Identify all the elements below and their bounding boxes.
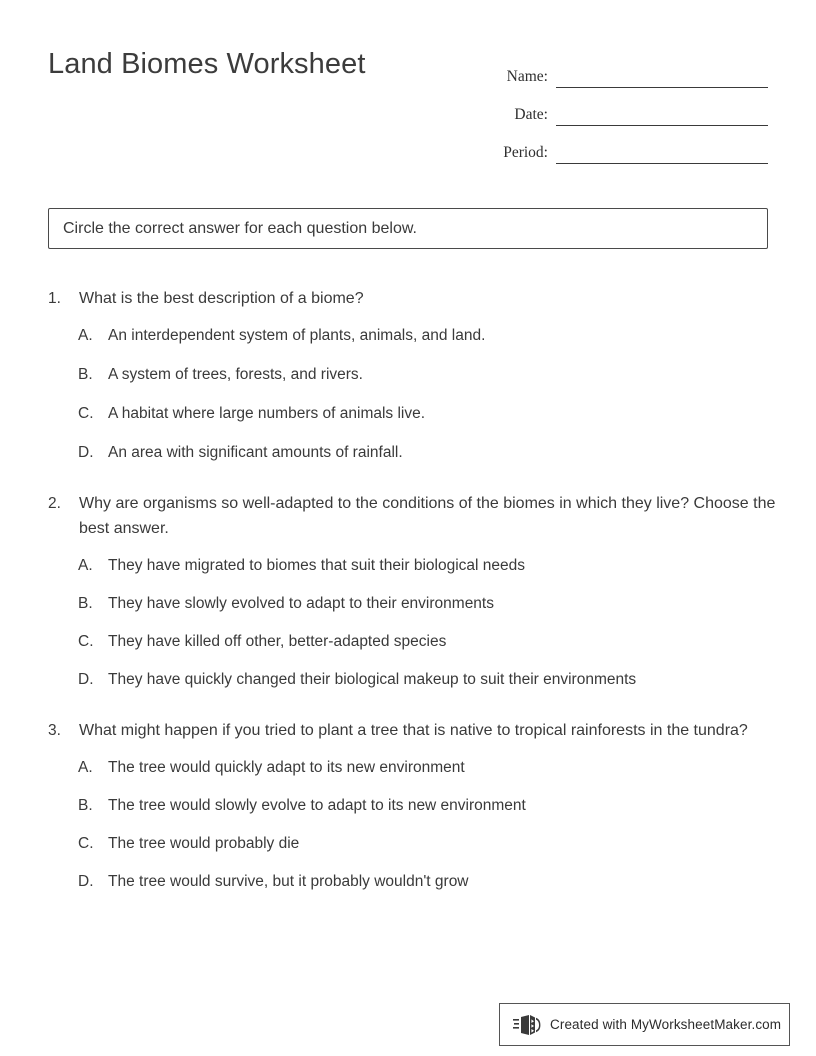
option-letter: B. xyxy=(78,366,93,383)
question-number: 2. xyxy=(48,495,61,512)
worksheet-header xyxy=(48,42,768,162)
question-stem xyxy=(48,718,778,743)
myworksheetmaker-logo-icon xyxy=(513,1013,543,1037)
option-letter: A. xyxy=(78,557,93,574)
option-text: The tree would slowly evolve to adapt to its new environment xyxy=(108,797,526,814)
option-text: A system of trees, forests, and rivers. xyxy=(108,366,363,383)
question-item xyxy=(48,491,778,692)
option-text: The tree would probably die xyxy=(108,835,300,852)
question-item xyxy=(48,718,778,894)
answer-option[interactable] xyxy=(48,363,778,387)
option-letter: C. xyxy=(78,405,94,422)
page-title: Land Biomes Worksheet xyxy=(48,48,366,80)
answer-option[interactable] xyxy=(48,402,778,426)
option-letter: B. xyxy=(78,595,93,612)
questions-list xyxy=(48,286,778,916)
option-letter: D. xyxy=(78,671,94,688)
date-field-input[interactable] xyxy=(556,105,768,126)
instruction-text: Circle the correct answer for each question below. xyxy=(63,219,417,237)
option-text: An interdependent system of plants, animals, and land. xyxy=(108,327,486,344)
instruction-box xyxy=(48,208,768,249)
student-info-fields xyxy=(478,50,768,164)
option-letter: C. xyxy=(78,835,94,852)
answer-option[interactable] xyxy=(48,794,778,818)
answer-option[interactable] xyxy=(48,832,778,856)
period-field-label: Period: xyxy=(503,143,548,161)
question-stem xyxy=(48,286,778,311)
option-text: The tree would quickly adapt to its new environment xyxy=(108,759,465,776)
answer-option[interactable] xyxy=(48,324,778,348)
footer-attribution-text: Created with MyWorksheetMaker.com xyxy=(550,1017,782,1032)
date-field-label: Date: xyxy=(514,105,548,123)
answer-option[interactable] xyxy=(48,668,778,692)
question-item xyxy=(48,286,778,465)
option-text: An area with significant amounts of rainfall. xyxy=(108,444,403,461)
answer-option[interactable] xyxy=(48,554,778,578)
option-letter: B. xyxy=(78,797,93,814)
option-letter: A. xyxy=(78,327,93,344)
option-text: They have killed off other, better-adapted species xyxy=(108,633,447,650)
question-stem xyxy=(48,491,778,541)
question-text: Why are organisms so well-adapted to the conditions of the biomes in which they live? Choose the best answer. xyxy=(79,495,776,537)
option-text: The tree would survive, but it probably wouldn't grow xyxy=(108,873,469,890)
question-text: What is the best description of a biome? xyxy=(79,290,364,307)
period-field-input[interactable] xyxy=(556,143,768,164)
option-text: A habitat where large numbers of animals live. xyxy=(108,405,426,422)
date-field-row xyxy=(478,88,768,126)
answer-option[interactable] xyxy=(48,592,778,616)
name-field-input[interactable] xyxy=(556,67,768,88)
answer-option[interactable] xyxy=(48,441,778,465)
period-field-row xyxy=(478,126,768,164)
option-text: They have quickly changed their biological makeup to suit their environments xyxy=(108,671,637,688)
name-field-row xyxy=(478,50,768,88)
option-letter: D. xyxy=(78,444,94,461)
name-field-label: Name: xyxy=(506,67,548,85)
option-text: They have slowly evolved to adapt to their environments xyxy=(108,595,494,612)
answer-option[interactable] xyxy=(48,630,778,654)
question-text: What might happen if you tried to plant a tree that is native to tropical rainforests in the tundra? xyxy=(79,722,748,739)
answer-options xyxy=(48,756,778,894)
question-number: 1. xyxy=(48,290,61,307)
question-number: 3. xyxy=(48,722,61,739)
option-letter: D. xyxy=(78,873,94,890)
answer-option[interactable] xyxy=(48,756,778,780)
option-text: They have migrated to biomes that suit their biological needs xyxy=(108,557,526,574)
answer-option[interactable] xyxy=(48,870,778,894)
answer-options xyxy=(48,324,778,465)
footer-attribution-badge[interactable] xyxy=(499,1003,790,1046)
answer-options xyxy=(48,554,778,692)
option-letter: A. xyxy=(78,759,93,776)
option-letter: C. xyxy=(78,633,94,650)
